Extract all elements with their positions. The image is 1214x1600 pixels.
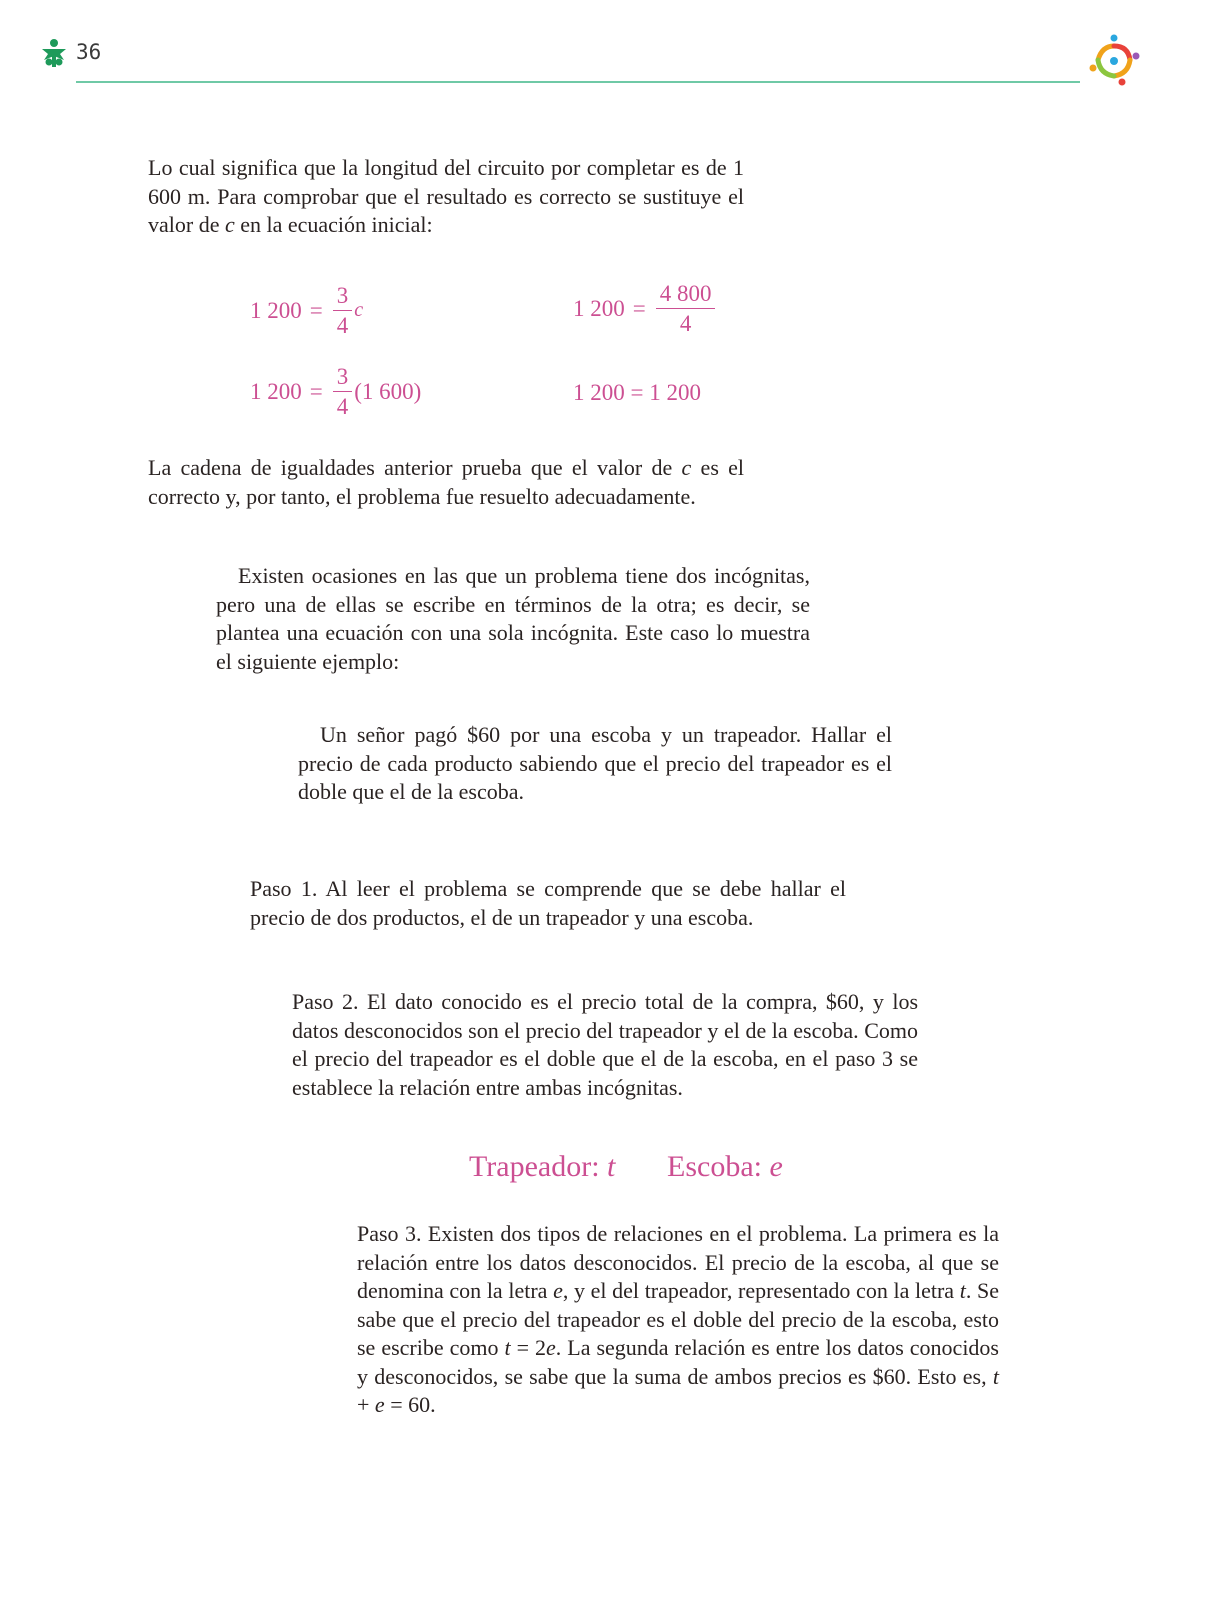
paragraph-step-2: Paso 2. El dato conocido es el precio total de la compra, $60, y los datos desconocidos son el precio del trapeador y el de la escoba. Como el precio del trapeador es el doble que el de la escoba, en el paso 3 se establece la relación entre ambas incógnitas. (292, 989, 918, 1100)
paragraph-two-unknowns: Existen ocasiones en las que un problema tiene dos incógnitas, pero una de ellas se escribe en términos de la otra; es decir, se plantea una ecuación con una sola incógnita. Este caso lo muestra el siguiente ejemplo: (216, 563, 810, 674)
paragraph-step-1: Paso 1. Al leer el problema se comprende que se debe hallar el precio de dos productos, el de un trapeador y una escoba. (250, 876, 846, 930)
equation-1: 1 200 = $\frac{3}{4}$ c (250, 283, 364, 338)
colorful-sun-logo (1088, 34, 1140, 86)
paragraph-step-3: Paso 3. Existen dos tipos de relaciones en el problema. La primera es la relación entre los datos desconocidos. El precio de la escoba, al que se denomina con la letra e, y el del trapeador, representado con la letra t. Se sabe que el precio del trapeador es el doble del precio de la escoba, esto se escribe como t = 2e. La segunda relación es entre los datos conocidos y desconocidos, se sabe que la suma de ambos precios es $60. Esto es, t + e = 60. (357, 1221, 999, 1417)
equation-3: 1 200 = $\frac{3}{4}$ (1 600) (250, 364, 422, 419)
equation-4: 1 200 = 1 200 (573, 380, 701, 405)
paragraph-intro: Lo cual significa que la longitud del circuito por completar es de 1 600 m. Para comprobar que el resultado es correcto se sustituye el valor de c en la ecuación inicial: (148, 155, 744, 237)
variable-escoba: Escoba: e (667, 1150, 783, 1183)
header-rule (76, 81, 1080, 83)
green-figure-icon (40, 38, 68, 68)
page-number: 36 (76, 40, 102, 64)
paragraph-verification: La cadena de igualdades anterior prueba que el valor de c es el correcto y, por tanto, el problema fue resuelto adecuadamente. (148, 455, 745, 509)
paragraph-example-problem: Un señor pagó $60 por una escoba y un trapeador. Hallar el precio de cada producto sabiendo que el precio del trapeador es el doble que el de la escoba. (298, 722, 892, 804)
equation-2: 1 200 = $\frac{4 800}{4}$ (573, 282, 717, 335)
variable-trapeador: Trapeador: t (469, 1150, 616, 1183)
